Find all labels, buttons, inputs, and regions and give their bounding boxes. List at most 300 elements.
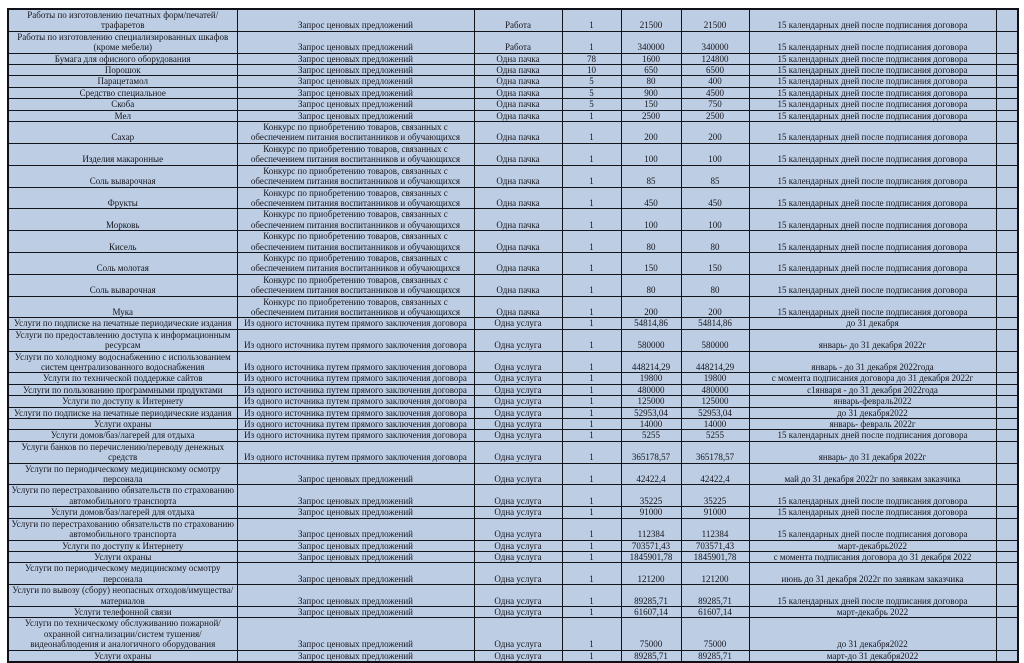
table-row — [8, 99, 1018, 110]
cell-qty: 10 — [562, 65, 621, 76]
cell-term: март-декабрь 2022 — [749, 606, 996, 617]
cell-term: с момента подписания договора до 31 декабря 2022 — [749, 551, 996, 562]
cell-price: 42422,4 — [621, 463, 681, 485]
cell-total: 200 — [681, 296, 749, 318]
cell-method: Запрос ценовых предложений — [237, 650, 474, 662]
table-row — [8, 606, 1018, 617]
cell-method: Запрос ценовых предложений — [237, 507, 474, 518]
cell-total: 365178,57 — [681, 441, 749, 463]
cell-unit: Одна услуга — [474, 419, 562, 430]
cell-qty: 78 — [562, 53, 621, 64]
cell-total: 703571,43 — [681, 540, 749, 551]
table-row — [8, 9, 1018, 31]
cell-method: Из одного источника путем прямого заключения договора — [237, 430, 474, 441]
cell-blank — [996, 274, 1018, 296]
cell-qty: 1 — [562, 31, 621, 53]
cell-qty: 1 — [562, 110, 621, 121]
cell-term: 15 календарных дней после подписания договора — [749, 143, 996, 165]
table-row — [8, 122, 1018, 144]
cell-method: Запрос ценовых предложений — [237, 618, 474, 650]
table-row — [8, 396, 1018, 407]
cell-total: 75000 — [681, 618, 749, 650]
cell-price: 900 — [621, 87, 681, 98]
cell-unit: Одна пачка — [474, 187, 562, 209]
cell-name: Парацетамол — [8, 76, 237, 87]
table-row — [8, 53, 1018, 64]
cell-unit: Одна услуга — [474, 463, 562, 485]
cell-unit: Одна услуга — [474, 373, 562, 384]
cell-blank — [996, 252, 1018, 274]
cell-term: январь - до 31 декабря 2022года — [749, 351, 996, 373]
cell-name: Бумага для офисного оборудования — [8, 53, 237, 64]
cell-blank — [996, 430, 1018, 441]
cell-total: 4500 — [681, 87, 749, 98]
cell-term: январь- до 31 декабря 2022г — [749, 329, 996, 351]
cell-name: Мука — [8, 296, 237, 318]
cell-unit: Одна пачка — [474, 110, 562, 121]
cell-term: 15 календарных дней после подписания договора — [749, 110, 996, 121]
table-row — [8, 485, 1018, 507]
cell-method: Запрос ценовых предложений — [237, 540, 474, 551]
cell-qty: 1 — [562, 329, 621, 351]
cell-total: 450 — [681, 187, 749, 209]
cell-term: март-до 31 декабря2022 — [749, 650, 996, 662]
cell-name: Работы по изготовлению специализированных шкафов (кроме мебели) — [8, 31, 237, 53]
cell-price: 80 — [621, 76, 681, 87]
cell-method: Из одного источника путем прямого заключения договора — [237, 419, 474, 430]
cell-method: Из одного источника путем прямого заключения договора — [237, 441, 474, 463]
cell-price: 450 — [621, 187, 681, 209]
cell-method: Запрос ценовых предложений — [237, 563, 474, 585]
table-row — [8, 143, 1018, 165]
cell-blank — [996, 165, 1018, 187]
cell-price: 14000 — [621, 419, 681, 430]
cell-name: Услуги по подписке на печатные периодические издания — [8, 407, 237, 418]
table-row — [8, 430, 1018, 441]
cell-total: 448214,29 — [681, 351, 749, 373]
cell-blank — [996, 407, 1018, 418]
cell-term: до 31 декабря2022 — [749, 618, 996, 650]
cell-price: 1600 — [621, 53, 681, 64]
cell-blank — [996, 231, 1018, 253]
cell-method: Запрос ценовых предложений — [237, 87, 474, 98]
cell-name: Услуги по холодному водоснабжению с использованием систем централизованного водоснабжения — [8, 351, 237, 373]
cell-unit: Одна услуга — [474, 318, 562, 329]
table-row — [8, 31, 1018, 53]
cell-unit: Одна пачка — [474, 231, 562, 253]
procurement-plan-table — [7, 8, 1019, 663]
cell-term: 15 календарных дней после подписания договора — [749, 485, 996, 507]
cell-method: Запрос ценовых предложений — [237, 585, 474, 607]
cell-name: Услуги по предоставлению доступа к информационным ресурсам — [8, 329, 237, 351]
cell-qty: 1 — [562, 165, 621, 187]
cell-unit: Одна услуга — [474, 551, 562, 562]
cell-total: 750 — [681, 99, 749, 110]
cell-price: 2500 — [621, 110, 681, 121]
cell-blank — [996, 585, 1018, 607]
cell-method: Запрос ценовых предложений — [237, 463, 474, 485]
cell-name: Работы по изготовлению печатных форм/печатей/трафаретов — [8, 9, 237, 31]
cell-unit: Одна пачка — [474, 274, 562, 296]
cell-term: май до 31 декабря 2022г по заявкам заказчика — [749, 463, 996, 485]
cell-total: 121200 — [681, 563, 749, 585]
cell-term: 15 календарных дней после подписания договора — [749, 99, 996, 110]
table-row — [8, 65, 1018, 76]
table-row — [8, 329, 1018, 351]
cell-term: 15 календарных дней после подписания договора — [749, 165, 996, 187]
cell-method: Конкурс по приобретению товаров, связанных с обеспечением питания воспитанников и обучающихся — [237, 296, 474, 318]
cell-term: 15 календарных дней после подписания договора — [749, 87, 996, 98]
table-row — [8, 507, 1018, 518]
table-row — [8, 463, 1018, 485]
cell-name: Услуги охраны — [8, 551, 237, 562]
cell-qty: 1 — [562, 209, 621, 231]
cell-name: Услуги по доступу к Интернету — [8, 396, 237, 407]
cell-term: 15 календарных дней после подписания договора — [749, 585, 996, 607]
cell-blank — [996, 209, 1018, 231]
cell-price: 150 — [621, 252, 681, 274]
cell-unit: Одна услуга — [474, 540, 562, 551]
cell-price: 650 — [621, 65, 681, 76]
cell-name: Услуги телефонной связи — [8, 606, 237, 617]
cell-term: март-декабрь2022 — [749, 540, 996, 551]
cell-method: Конкурс по приобретению товаров, связанных с обеспечением питания воспитанников и обучающихся — [237, 122, 474, 144]
cell-term: 15 календарных дней после подписания договора — [749, 187, 996, 209]
cell-term: с момента подписания договора до 31 декабря 2022г — [749, 373, 996, 384]
table-row — [8, 563, 1018, 585]
cell-price: 200 — [621, 296, 681, 318]
cell-price: 1845901,78 — [621, 551, 681, 562]
cell-blank — [996, 187, 1018, 209]
cell-method: Запрос ценовых предложений — [237, 99, 474, 110]
cell-qty: 1 — [562, 606, 621, 617]
cell-blank — [996, 373, 1018, 384]
table-row — [8, 76, 1018, 87]
cell-total: 5255 — [681, 430, 749, 441]
cell-total: 400 — [681, 76, 749, 87]
cell-qty: 1 — [562, 143, 621, 165]
cell-name: Морковь — [8, 209, 237, 231]
cell-qty: 1 — [562, 122, 621, 144]
cell-blank — [996, 296, 1018, 318]
cell-qty: 5 — [562, 99, 621, 110]
cell-blank — [996, 9, 1018, 31]
cell-method: Из одного источника путем прямого заключения договора — [237, 384, 474, 395]
cell-blank — [996, 606, 1018, 617]
cell-method: Из одного источника путем прямого заключения договора — [237, 351, 474, 373]
table-row — [8, 231, 1018, 253]
cell-method: Запрос ценовых предложений — [237, 606, 474, 617]
cell-price: 121200 — [621, 563, 681, 585]
cell-name: Кисель — [8, 231, 237, 253]
cell-blank — [996, 563, 1018, 585]
cell-blank — [996, 76, 1018, 87]
cell-name: Услуги по подписке на печатные периодические издания — [8, 318, 237, 329]
cell-name: Изделия макаронные — [8, 143, 237, 165]
cell-unit: Одна услуга — [474, 606, 562, 617]
cell-price: 112384 — [621, 518, 681, 540]
cell-unit: Одна услуга — [474, 351, 562, 373]
cell-name: Фрукты — [8, 187, 237, 209]
cell-qty: 1 — [562, 430, 621, 441]
table-row — [8, 585, 1018, 607]
cell-unit: Работа — [474, 31, 562, 53]
cell-name: Соль молотая — [8, 252, 237, 274]
cell-term: 15 календарных дней после подписания договора — [749, 209, 996, 231]
cell-price: 80 — [621, 231, 681, 253]
table-row — [8, 274, 1018, 296]
cell-blank — [996, 329, 1018, 351]
cell-blank — [996, 122, 1018, 144]
cell-name: Соль выварочная — [8, 165, 237, 187]
cell-method: Запрос ценовых предложений — [237, 110, 474, 121]
cell-name: Услуги по периодическому медицинскому осмотру персонала — [8, 463, 237, 485]
cell-total: 112384 — [681, 518, 749, 540]
cell-price: 61607,14 — [621, 606, 681, 617]
cell-method: Из одного источника путем прямого заключения договора — [237, 407, 474, 418]
cell-unit: Одна услуга — [474, 618, 562, 650]
cell-qty: 1 — [562, 585, 621, 607]
cell-qty: 1 — [562, 463, 621, 485]
cell-price: 448214,29 — [621, 351, 681, 373]
cell-qty: 1 — [562, 551, 621, 562]
cell-blank — [996, 463, 1018, 485]
cell-term: 15 календарных дней после подписания договора — [749, 430, 996, 441]
cell-total: 21500 — [681, 9, 749, 31]
cell-qty: 1 — [562, 384, 621, 395]
cell-total: 124800 — [681, 53, 749, 64]
cell-blank — [996, 551, 1018, 562]
cell-method: Запрос ценовых предложений — [237, 76, 474, 87]
cell-total: 80 — [681, 231, 749, 253]
cell-price: 54814,86 — [621, 318, 681, 329]
cell-qty: 1 — [562, 187, 621, 209]
cell-blank — [996, 351, 1018, 373]
cell-name: Услуги по доступу к Интернету — [8, 540, 237, 551]
cell-total: 100 — [681, 143, 749, 165]
cell-price: 21500 — [621, 9, 681, 31]
cell-term: 15 календарных дней после подписания договора — [749, 65, 996, 76]
cell-method: Запрос ценовых предложений — [237, 31, 474, 53]
cell-blank — [996, 540, 1018, 551]
cell-unit: Одна услуга — [474, 485, 562, 507]
table-row — [8, 407, 1018, 418]
table-row — [8, 384, 1018, 395]
table-row — [8, 351, 1018, 373]
cell-price: 100 — [621, 143, 681, 165]
cell-term: 15 календарных дней после подписания договора — [749, 274, 996, 296]
cell-blank — [996, 396, 1018, 407]
cell-blank — [996, 110, 1018, 121]
cell-qty: 1 — [562, 296, 621, 318]
cell-qty: 1 — [562, 507, 621, 518]
cell-unit: Одна пачка — [474, 87, 562, 98]
cell-blank — [996, 650, 1018, 662]
cell-unit: Одна услуга — [474, 518, 562, 540]
cell-method: Из одного источника путем прямого заключения договора — [237, 396, 474, 407]
cell-term: до 31 декабря — [749, 318, 996, 329]
cell-method: Из одного источника путем прямого заключения договора — [237, 318, 474, 329]
cell-total: 1845901,78 — [681, 551, 749, 562]
cell-name: Средство специальное — [8, 87, 237, 98]
document-sheet — [7, 8, 1019, 663]
cell-method: Запрос ценовых предложений — [237, 485, 474, 507]
cell-price: 125000 — [621, 396, 681, 407]
table-row — [8, 441, 1018, 463]
cell-qty: 1 — [562, 231, 621, 253]
cell-total: 89285,71 — [681, 650, 749, 662]
cell-name: Услуги по перестрахованию обязательств по страхованию автомобильного транспорта — [8, 485, 237, 507]
table-row — [8, 87, 1018, 98]
cell-qty: 1 — [562, 274, 621, 296]
cell-blank — [996, 518, 1018, 540]
cell-qty: 5 — [562, 87, 621, 98]
cell-blank — [996, 419, 1018, 430]
cell-qty: 1 — [562, 396, 621, 407]
cell-unit: Одна пачка — [474, 76, 562, 87]
cell-unit: Одна услуга — [474, 384, 562, 395]
cell-price: 91000 — [621, 507, 681, 518]
cell-qty: 1 — [562, 419, 621, 430]
cell-blank — [996, 384, 1018, 395]
cell-unit: Одна пачка — [474, 99, 562, 110]
cell-blank — [996, 99, 1018, 110]
cell-blank — [996, 318, 1018, 329]
cell-qty: 1 — [562, 407, 621, 418]
cell-method: Из одного источника путем прямого заключения договора — [237, 329, 474, 351]
cell-term: 15 календарных дней после подписания договора — [749, 252, 996, 274]
cell-term: 15 календарных дней после подписания договора — [749, 518, 996, 540]
cell-price: 480000 — [621, 384, 681, 395]
cell-total: 61607,14 — [681, 606, 749, 617]
cell-price: 365178,57 — [621, 441, 681, 463]
cell-method: Запрос ценовых предложений — [237, 9, 474, 31]
cell-total: 80 — [681, 274, 749, 296]
table-row — [8, 518, 1018, 540]
cell-term: июнь до 31 декабря 2022г по заявкам заказчика — [749, 563, 996, 585]
table-row — [8, 318, 1018, 329]
cell-total: 200 — [681, 122, 749, 144]
cell-method: Запрос ценовых предложений — [237, 53, 474, 64]
cell-qty: 1 — [562, 540, 621, 551]
cell-price: 150 — [621, 99, 681, 110]
table-row — [8, 419, 1018, 430]
cell-qty: 1 — [562, 373, 621, 384]
cell-term: январь- февраль 2022г — [749, 419, 996, 430]
cell-term: 15 календарных дней после подписания договора — [749, 31, 996, 53]
cell-total: 480000 — [681, 384, 749, 395]
cell-name: Услуги домов/баз/лагерей для отдыха — [8, 507, 237, 518]
cell-unit: Одна услуга — [474, 441, 562, 463]
cell-blank — [996, 53, 1018, 64]
cell-method: Конкурс по приобретению товаров, связанных с обеспечением питания воспитанников и обучающихся — [237, 209, 474, 231]
cell-unit: Одна пачка — [474, 296, 562, 318]
procurement-table-body — [8, 9, 1018, 662]
cell-unit: Одна услуга — [474, 507, 562, 518]
cell-qty: 1 — [562, 563, 621, 585]
cell-total: 42422,4 — [681, 463, 749, 485]
table-row — [8, 187, 1018, 209]
cell-name: Услуги по пользованию программными продуктами — [8, 384, 237, 395]
cell-total: 100 — [681, 209, 749, 231]
cell-total: 54814,86 — [681, 318, 749, 329]
cell-name: Мел — [8, 110, 237, 121]
cell-total: 580000 — [681, 329, 749, 351]
cell-method: Запрос ценовых предложений — [237, 551, 474, 562]
cell-name: Услуги по техническому обслуживанию пожарной/охранной сигнализации/систем тушения/видеонаблюдения и аналогичного оборудования — [8, 618, 237, 650]
cell-term: 15 календарных дней после подписания договора — [749, 507, 996, 518]
cell-price: 35225 — [621, 485, 681, 507]
cell-term: январь-февраль2022 — [749, 396, 996, 407]
cell-total: 6500 — [681, 65, 749, 76]
table-row — [8, 165, 1018, 187]
cell-name: Сахар — [8, 122, 237, 144]
cell-unit: Одна услуга — [474, 650, 562, 662]
cell-unit: Одна услуга — [474, 585, 562, 607]
cell-price: 85 — [621, 165, 681, 187]
cell-price: 340000 — [621, 31, 681, 53]
cell-blank — [996, 143, 1018, 165]
cell-total: 91000 — [681, 507, 749, 518]
cell-name: Услуги банков по перечислению/переводу денежных средств — [8, 441, 237, 463]
cell-method: Конкурс по приобретению товаров, связанных с обеспечением питания воспитанников и обучающихся — [237, 165, 474, 187]
table-row — [8, 252, 1018, 274]
cell-blank — [996, 507, 1018, 518]
cell-unit: Одна услуга — [474, 329, 562, 351]
cell-qty: 1 — [562, 485, 621, 507]
cell-blank — [996, 87, 1018, 98]
table-row — [8, 650, 1018, 662]
cell-unit: Одна пачка — [474, 252, 562, 274]
table-row — [8, 540, 1018, 551]
cell-unit: Одна пачка — [474, 143, 562, 165]
cell-total: 14000 — [681, 419, 749, 430]
cell-name: Соль выварочная — [8, 274, 237, 296]
cell-total: 52953,04 — [681, 407, 749, 418]
table-row — [8, 110, 1018, 121]
cell-method: Из одного источника путем прямого заключения договора — [237, 373, 474, 384]
cell-blank — [996, 65, 1018, 76]
cell-unit: Одна пачка — [474, 65, 562, 76]
cell-price: 100 — [621, 209, 681, 231]
cell-blank — [996, 485, 1018, 507]
cell-total: 85 — [681, 165, 749, 187]
cell-price: 703571,43 — [621, 540, 681, 551]
cell-term: 15 календарных дней после подписания договора — [749, 122, 996, 144]
cell-unit: Одна услуга — [474, 396, 562, 407]
cell-name: Услуги по технической поддержке сайтов — [8, 373, 237, 384]
cell-method: Конкурс по приобретению товаров, связанных с обеспечением питания воспитанников и обучающихся — [237, 231, 474, 253]
table-row — [8, 551, 1018, 562]
cell-unit: Одна пачка — [474, 209, 562, 231]
cell-total: 125000 — [681, 396, 749, 407]
cell-price: 580000 — [621, 329, 681, 351]
table-row — [8, 618, 1018, 650]
cell-term: 15 календарных дней после подписания договора — [749, 53, 996, 64]
cell-qty: 1 — [562, 618, 621, 650]
cell-term: 15 календарных дней после подписания договора — [749, 76, 996, 87]
cell-term: январь- до 31 декабря 2022г — [749, 441, 996, 463]
cell-qty: 1 — [562, 650, 621, 662]
cell-unit: Одна пачка — [474, 122, 562, 144]
cell-total: 89285,71 — [681, 585, 749, 607]
cell-unit: Работа — [474, 9, 562, 31]
cell-blank — [996, 441, 1018, 463]
cell-qty: 1 — [562, 351, 621, 373]
table-row — [8, 209, 1018, 231]
cell-qty: 1 — [562, 252, 621, 274]
cell-term: 15 календарных дней после подписания договора — [749, 9, 996, 31]
